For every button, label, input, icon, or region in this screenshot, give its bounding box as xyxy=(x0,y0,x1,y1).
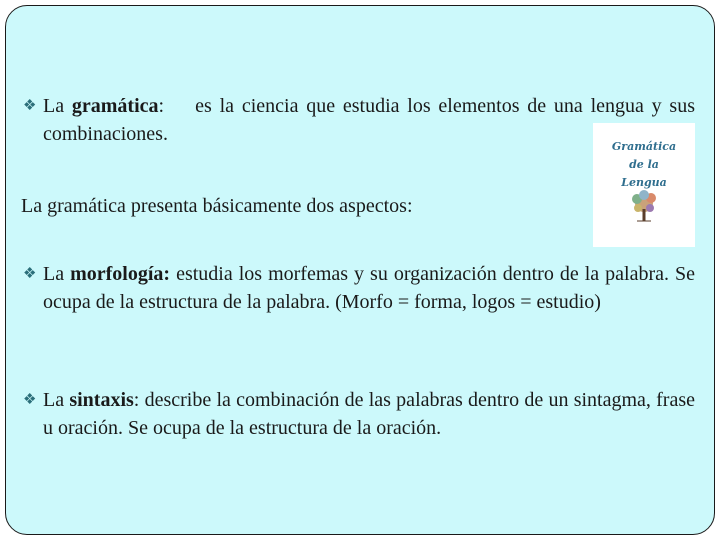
bullet-icon: ❖ xyxy=(23,98,37,114)
image-title-line3: Lengua xyxy=(621,176,667,189)
para-suffix: : describe la combinación de las palabras dentro de un sintagma, frase u oración. Se ocupa de la estructura de la oración. xyxy=(43,389,695,439)
image-title-line1: Gramática xyxy=(611,140,677,153)
bullet-icon: ❖ xyxy=(23,266,37,282)
para-prefix: La xyxy=(43,263,71,285)
tree-icon xyxy=(593,123,695,247)
term-sintaxis: sintaxis xyxy=(69,389,134,411)
para-suffix: estudia los morfemas y su organización dentro de la palabra. Se ocupa de la estructura de la palabra. (Morfo = forma, logos = estudio) xyxy=(43,263,695,313)
term-morfologia: morfología: xyxy=(70,263,171,285)
morfologia-paragraph xyxy=(23,260,695,316)
aspects-intro xyxy=(21,192,581,220)
bullet-icon: ❖ xyxy=(23,392,37,408)
para-prefix: La xyxy=(43,389,70,411)
aspects-intro-text: La gramática presenta básicamente dos aspectos: xyxy=(21,195,413,217)
slide xyxy=(5,5,715,535)
para-suffix: : es la ciencia que estudia los elementos de una lengua y sus combinaciones. xyxy=(43,95,700,145)
term-gramatica: gramática xyxy=(71,95,159,117)
sintaxis-paragraph xyxy=(23,386,695,442)
para-prefix: La xyxy=(43,95,72,117)
image-title-line2: de la xyxy=(629,158,659,171)
grammar-image xyxy=(593,123,695,247)
